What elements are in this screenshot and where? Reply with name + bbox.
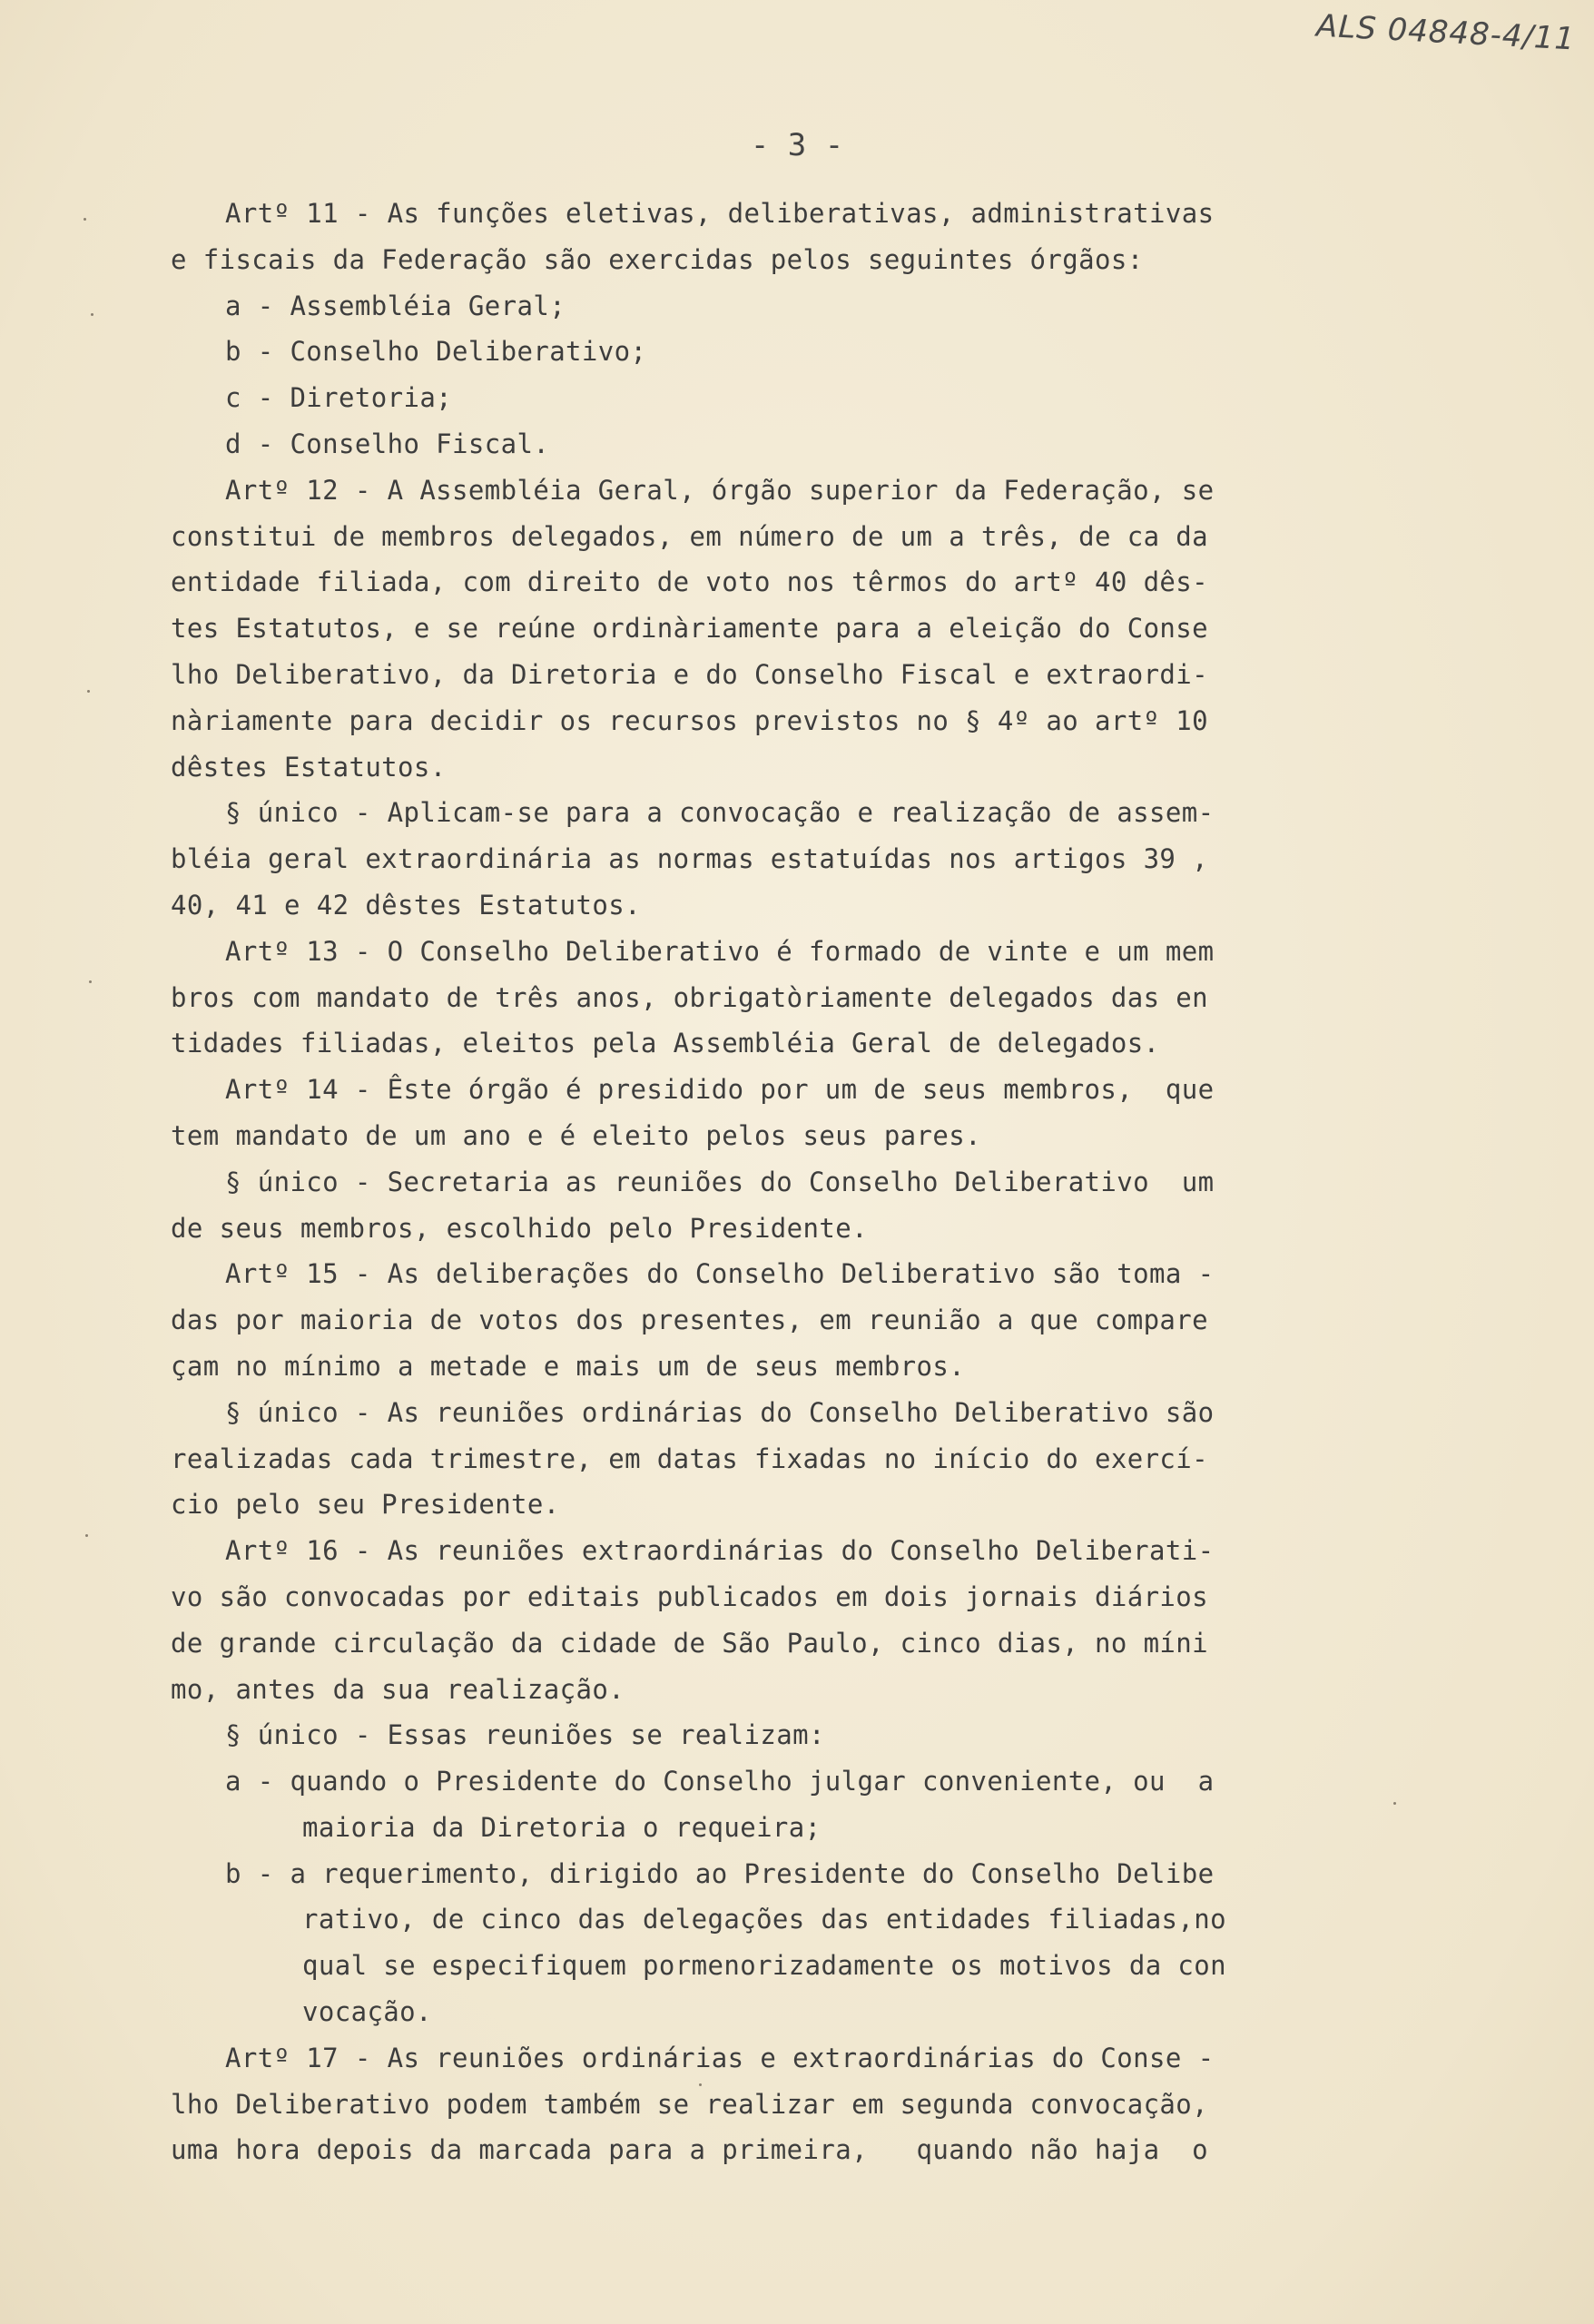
text-line: das por maioria de votos dos presentes, em reunião a que compare [171, 1305, 1209, 1336]
text-line: b - Conselho Deliberativo; [225, 336, 647, 368]
text-line: tidades filiadas, eleitos pela Assembléia Geral de delegados. [171, 1028, 1160, 1059]
text-line: de grande circulação da cidade de São Paulo, cinco dias, no míni [171, 1627, 1209, 1659]
archive-reference: ALS 04848-4/11 [1315, 7, 1577, 58]
text-line: a - quando o Presidente do Conselho julgar conveniente, ou a [225, 1766, 1215, 1797]
text-line: 40, 41 e 42 dêstes Estatutos. [171, 889, 641, 921]
text-line: maioria da Diretoria o requeira; [302, 1811, 822, 1843]
text-line: Artº 15 - As deliberações do Conselho Deliberativo são toma - [225, 1258, 1215, 1290]
text-line: b - a requerimento, dirigido ao Presidente do Conselho Delibe [225, 1857, 1215, 1889]
text-line: tes Estatutos, e se reúne ordinàriamente para a eleição do Conse [171, 613, 1209, 645]
text-line: § único - Aplicam-se para a convocação e realização de assem- [225, 797, 1215, 829]
text-line: de seus membros, escolhido pelo Presidente. [171, 1212, 868, 1244]
text-line: dêstes Estatutos. [171, 751, 447, 783]
text-line: vo são convocadas por editais publicados em dois jornais diários [171, 1581, 1209, 1612]
text-line: realizadas cada trimestre, em datas fixadas no início do exercí- [171, 1443, 1209, 1474]
text-line: entidade filiada, com direito de voto nos têrmos do artº 40 dês- [171, 566, 1209, 598]
text-line: § único - Secretaria as reuniões do Conselho Deliberativo um [225, 1166, 1215, 1197]
text-line: Artº 14 - Êste órgão é presidido por um de seus membros, que [225, 1074, 1215, 1106]
text-line: Artº 13 - O Conselho Deliberativo é formado de vinte e um mem [225, 935, 1215, 967]
page-number: - 3 - [750, 127, 844, 163]
text-line: d - Conselho Fiscal. [225, 428, 550, 459]
text-line: constitui de membros delegados, em número de um a três, de ca da [171, 520, 1209, 552]
text-line: a - Assembléia Geral; [225, 290, 566, 321]
text-line: § único - As reuniões ordinárias do Conselho Deliberativo são [225, 1396, 1215, 1428]
text-line: lho Deliberativo podem também se realizar em segunda convocação, [171, 2088, 1209, 2120]
text-line: e fiscais da Federação são exercidas pelos seguintes órgãos: [171, 243, 1144, 275]
document-body [171, 191, 1387, 2173]
text-line: nàriamente para decidir os recursos previstos no § 4º ao artº 10 [171, 704, 1209, 736]
text-line: Artº 11 - As funções eletivas, deliberativas, administrativas [225, 198, 1215, 229]
text-line: bléia geral extraordinária as normas estatuídas nos artigos 39 , [171, 843, 1209, 875]
text-line: vocação. [302, 1996, 432, 2028]
text-line: qual se especifiquem pormenorizadamente os motivos da con [302, 1950, 1226, 1982]
text-line: çam no mínimo a metade e mais um de seus membros. [171, 1350, 966, 1382]
text-line: tem mandato de um ano e é eleito pelos seus pares. [171, 1119, 981, 1151]
text-line: mo, antes da sua realização. [171, 1673, 625, 1705]
text-line: Artº 16 - As reuniões extraordinárias do Conselho Deliberati- [225, 1535, 1215, 1567]
text-line: rativo, de cinco das delegações das entidades filiadas,no [302, 1904, 1226, 1935]
text-line: lho Deliberativo, da Diretoria e do Conselho Fiscal e extraordi- [171, 658, 1209, 690]
text-line: bros com mandato de três anos, obrigatòriamente delegados das en [171, 981, 1209, 1013]
text-line: c - Diretoria; [225, 382, 453, 414]
text-line: cio pelo seu Presidente. [171, 1489, 560, 1521]
text-line: Artº 17 - As reuniões ordinárias e extraordinárias do Conse - [225, 2042, 1215, 2073]
text-line: § único - Essas reuniões se realizam: [225, 1719, 825, 1751]
text-line: Artº 12 - A Assembléia Geral, órgão superior da Federação, se [225, 474, 1215, 506]
text-line: uma hora depois da marcada para a primeira, quando não haja o [171, 2134, 1209, 2166]
